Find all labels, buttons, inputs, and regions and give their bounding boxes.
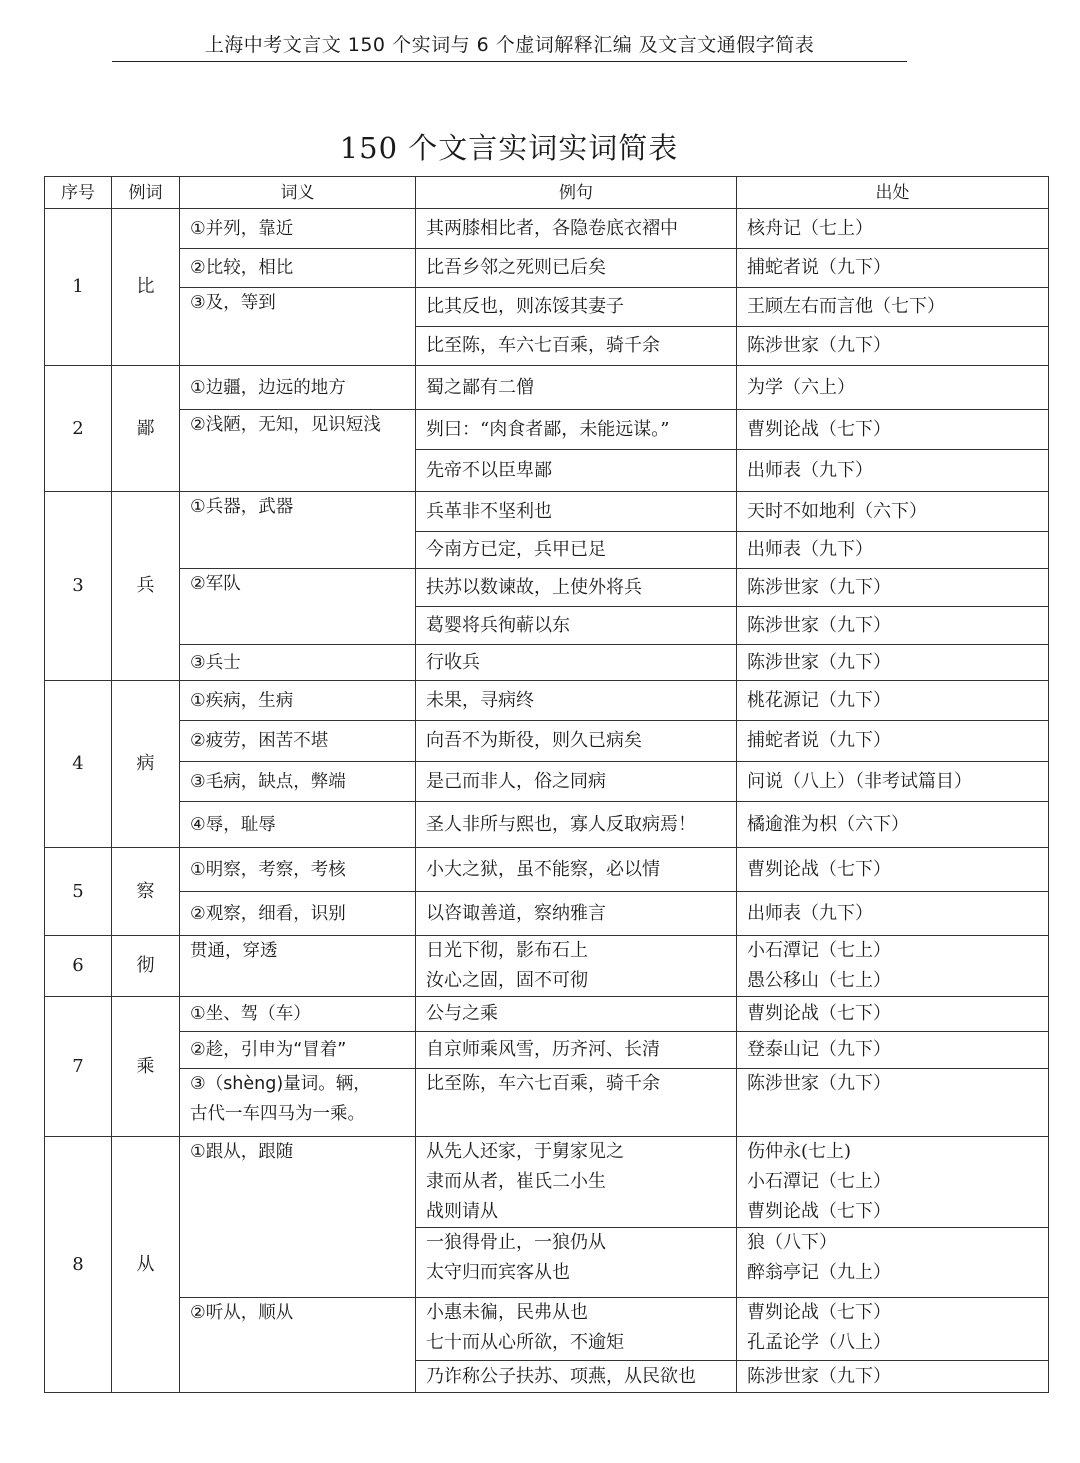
table-row [45,721,1049,762]
sentence-line: 七十而从心所欲，不逾矩 [426,1332,624,1353]
sentence-line: 太守归而宾客从也 [426,1262,570,1283]
sentence-line: 日光下彻，影布石上 [426,940,588,961]
sentence-cell: 以咨诹善道，察纳雅言 [416,892,737,936]
table-row [45,936,1049,997]
sentence-cell: 乃诈称公子扶苏、项燕，从民欲也 [416,1361,737,1393]
table-row [45,802,1049,848]
word-cell: 从 [112,1137,180,1393]
source-cell: 陈涉世家（九下） [737,1069,1049,1137]
sentence-cell: 行收兵 [416,645,737,681]
meaning-cell: ③兵士 [180,645,416,681]
source-cell: 桃花源记（九下） [737,681,1049,721]
word-cell: 察 [112,848,180,936]
source-cell: 曹刿论战（七下） [737,997,1049,1032]
source-line: 小石潭记（七上） [747,940,891,961]
seq-cell: 8 [45,1137,112,1393]
meaning-cell: ①边疆，边远的地方 [180,366,416,410]
meaning-cell: ②比较，相比 [180,249,416,288]
meaning-cell: ③及，等到 [180,288,416,366]
source-cell: 天时不如地利（六下） [737,492,1049,532]
sentence-cell [416,1228,737,1298]
source-cell [737,1228,1049,1298]
header-seq: 序号 [45,177,112,209]
source-cell: 陈涉世家（九下） [737,1361,1049,1393]
document-header: 上海中考文言文 150 个实词与 6 个虚词解释汇编 及文言文通假字简表 [112,30,907,62]
header-meaning: 词义 [180,177,416,209]
meaning-line: ③（shèng)量词。辆， [190,1074,371,1094]
meaning-cell: ④辱，耻辱 [180,802,416,848]
sentence-cell: 先帝不以臣卑鄙 [416,450,737,492]
table-row [45,569,1049,607]
table-row [45,1298,1049,1361]
vocabulary-table [44,176,1049,1393]
seq-cell: 4 [45,681,112,848]
source-cell: 出师表（九下） [737,892,1049,936]
table-row [45,645,1049,681]
sentence-cell: 蜀之鄙有二僧 [416,366,737,410]
source-cell: 捕蛇者说（九下） [737,249,1049,288]
sentence-cell: 是己而非人，俗之同病 [416,762,737,802]
sentence-line: 从先人还家，于舅家见之 [426,1141,624,1162]
meaning-cell: ①兵器，武器 [180,492,416,569]
sentence-cell: 比至陈，车六七百乘，骑千余 [416,1069,737,1137]
table-header-row [45,177,1049,209]
table-row [45,492,1049,532]
source-line: 愚公移山（七上） [747,970,891,991]
table-row [45,288,1049,327]
meaning-cell: ②观察，细看，识别 [180,892,416,936]
table-row [45,892,1049,936]
source-line: 伤仲永(七上) [747,1141,852,1162]
source-cell: 曹刿论战（七下） [737,410,1049,450]
source-cell: 陈涉世家（九下） [737,607,1049,645]
meaning-cell: ②浅陋，无知，见识短浅 [180,410,416,492]
sentence-line: 隶而从者，崔氏二小生 [426,1171,606,1192]
header-source: 出处 [737,177,1049,209]
table-row [45,1069,1049,1137]
sentence-line: 汝心之固，固不可彻 [426,970,588,991]
sentence-cell: 向吾不为斯役，则久已病矣 [416,721,737,762]
source-cell [737,1298,1049,1361]
sentence-cell: 葛婴将兵徇蕲以东 [416,607,737,645]
source-line: 孔孟论学（八上） [747,1332,891,1353]
source-line: 小石潭记（七上） [747,1171,891,1192]
word-cell: 比 [112,209,180,366]
seq-cell: 1 [45,209,112,366]
word-cell: 兵 [112,492,180,681]
source-line: 醉翁亭记（九上） [747,1262,891,1283]
sentence-line: 战则请从 [426,1201,498,1222]
sentence-cell: 比吾乡邻之死则已后矣 [416,249,737,288]
source-cell [737,936,1049,997]
meaning-cell: ②疲劳，困苦不堪 [180,721,416,762]
sentence-cell: 刿曰：“肉食者鄙，未能远谋。” [416,410,737,450]
source-cell: 为学（六上） [737,366,1049,410]
sentence-cell: 自京师乘风雪，历齐河、长清 [416,1032,737,1069]
source-cell: 出师表（九下） [737,532,1049,569]
sentence-cell: 未果，寻病终 [416,681,737,721]
source-line: 曹刿论战（七下） [747,1302,891,1323]
word-cell: 鄙 [112,366,180,492]
source-cell: 问说（八上）（非考试篇目） [737,762,1049,802]
meaning-cell: ①并列，靠近 [180,209,416,249]
source-cell: 出师表（九下） [737,450,1049,492]
seq-cell: 2 [45,366,112,492]
sentence-line: 小惠未徧，民弗从也 [426,1302,588,1323]
header-sentence: 例句 [416,177,737,209]
table-row [45,209,1049,249]
meaning-cell: ①坐、驾（车） [180,997,416,1032]
source-cell: 捕蛇者说（九下） [737,721,1049,762]
meaning-cell: 贯通，穿透 [180,936,416,997]
word-cell: 病 [112,681,180,848]
table-row [45,997,1049,1032]
meaning-line: 古代一车四马为一乘。 [190,1104,365,1124]
source-cell: 核舟记（七上） [737,209,1049,249]
meaning-cell: ②听从，顺从 [180,1298,416,1393]
table-row [45,762,1049,802]
source-cell: 曹刿论战（七下） [737,848,1049,892]
sentence-cell [416,1137,737,1228]
source-cell [737,1137,1049,1228]
source-line: 曹刿论战（七下） [747,1201,891,1222]
source-cell: 王顾左右而言他（七下） [737,288,1049,327]
word-cell: 彻 [112,936,180,997]
table-row [45,366,1049,410]
sentence-cell: 今南方已定，兵甲已足 [416,532,737,569]
meaning-cell: ②军队 [180,569,416,645]
seq-cell: 6 [45,936,112,997]
sentence-cell: 比至陈，车六七百乘，骑千余 [416,327,737,366]
table-row [45,410,1049,450]
sentence-cell: 圣人非所与熙也，寡人反取病焉！ [416,802,737,848]
meaning-cell [180,1069,416,1137]
sentence-cell: 兵革非不坚利也 [416,492,737,532]
table-row [45,1032,1049,1069]
source-cell: 陈涉世家（九下） [737,645,1049,681]
meaning-cell: ③毛病，缺点，弊端 [180,762,416,802]
sentence-cell: 小大之狱，虽不能察，必以情 [416,848,737,892]
source-cell: 橘逾淮为枳（六下） [737,802,1049,848]
seq-cell: 5 [45,848,112,936]
header-word: 例词 [112,177,180,209]
word-cell: 乘 [112,997,180,1137]
source-cell: 陈涉世家（九下） [737,569,1049,607]
sentence-cell: 公与之乘 [416,997,737,1032]
sentence-cell [416,1298,737,1361]
table-title: 150 个文言实词实词简表 [339,131,679,165]
table-row [45,249,1049,288]
meaning-cell: ①明察，考察，考核 [180,848,416,892]
table-row [45,1137,1049,1228]
table-row [45,848,1049,892]
sentence-cell: 其两膝相比者，各隐卷底衣褶中 [416,209,737,249]
seq-cell: 3 [45,492,112,681]
sentence-cell: 比其反也，则冻馁其妻子 [416,288,737,327]
source-cell: 陈涉世家（九下） [737,327,1049,366]
sentence-line: 一狼得骨止，一狼仍从 [426,1232,606,1253]
source-cell: 登泰山记（九下） [737,1032,1049,1069]
table-row [45,681,1049,721]
sentence-cell [416,936,737,997]
meaning-cell: ①跟从，跟随 [180,1137,416,1298]
sentence-cell: 扶苏以数谏故，上使外将兵 [416,569,737,607]
source-line: 狼（八下） [747,1232,837,1253]
meaning-cell: ②趁，引申为“冒着” [180,1032,416,1069]
seq-cell: 7 [45,997,112,1137]
meaning-cell: ①疾病，生病 [180,681,416,721]
